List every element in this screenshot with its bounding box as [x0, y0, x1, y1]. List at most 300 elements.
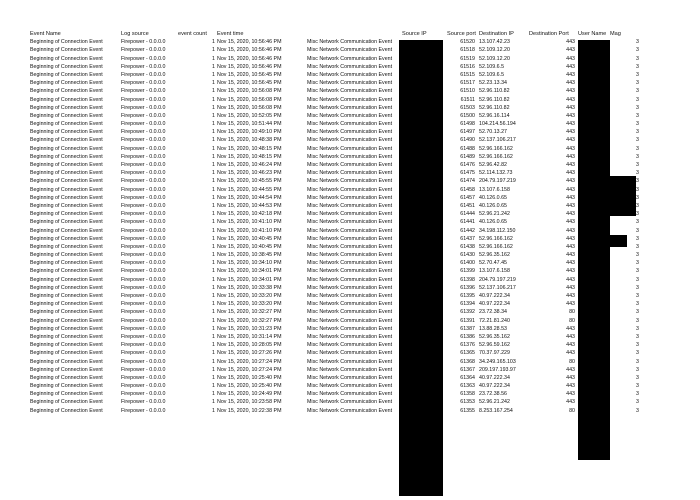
cell-low-level-category: Misc Network Communication Event [307, 252, 393, 259]
cell-low-level-category: Misc Network Communication Event [307, 268, 393, 275]
cell-destination-ip: 13.107.42.23 [479, 39, 510, 46]
cell-event-name: Beginning of Connection Event [30, 219, 103, 226]
cell-destination-ip: 52.96.166.162 [479, 243, 513, 250]
cell-destination-port: 443 [566, 39, 575, 46]
cell-low-level-category: Misc Network Communication Event [307, 186, 393, 193]
cell-log-source: Firepower - 0.0.0.0 [121, 358, 166, 365]
cell-event-name: Beginning of Connection Event [30, 227, 103, 234]
cell-event-count: 1 [212, 391, 215, 398]
cell-event-name: Beginning of Connection Event [30, 374, 103, 381]
cell-event-time: Nov 15, 2020, 10:33:20 PM [217, 301, 282, 308]
cell-source-port: 61400 [460, 260, 475, 267]
cell-destination-port: 443 [566, 301, 575, 308]
cell-destination-port: 443 [566, 178, 575, 185]
cell-low-level-category: Misc Network Communication Event [307, 145, 393, 152]
cell-destination-ip: 52.96.166.162 [479, 235, 513, 242]
cell-destination-port: 443 [566, 96, 575, 103]
cell-source-port: 61355 [460, 407, 475, 414]
cell-source-port: 61442 [460, 227, 475, 234]
cell-magnitude: 3 [636, 211, 639, 218]
cell-event-time: Nov 15, 2020, 10:34:01 PM [217, 276, 282, 283]
cell-source-port: 61500 [460, 112, 475, 119]
cell-event-count: 1 [212, 80, 215, 87]
cell-destination-ip: 52.96.16.114 [479, 112, 510, 119]
cell-destination-ip: 204.79.197.219 [479, 178, 516, 185]
cell-source-port: 61511 [460, 96, 475, 103]
cell-destination-port: 443 [566, 63, 575, 70]
cell-event-time: Nov 15, 2020, 10:33:38 PM [217, 284, 282, 291]
cell-low-level-category: Misc Network Communication Event [307, 325, 393, 332]
cell-event-time: Nov 15, 2020, 10:46:24 PM [217, 162, 282, 168]
cell-event-name: Beginning of Connection Event [30, 96, 103, 103]
cell-source-port: 61365 [460, 350, 475, 357]
cell-low-level-category: Misc Network Communication Event [307, 399, 393, 406]
cell-destination-ip: 52.109.6.5 [479, 71, 505, 78]
cell-low-level-category: Misc Network Communication Event [307, 104, 393, 111]
cell-log-source: Firepower - 0.0.0.0 [121, 325, 166, 332]
cell-destination-ip: 52.96.110.82 [479, 104, 510, 111]
cell-magnitude: 3 [636, 71, 639, 78]
cell-destination-port: 443 [566, 104, 575, 111]
cell-source-port: 61364 [460, 374, 475, 381]
cell-event-time: Nov 15, 2020, 10:25:40 PM [217, 374, 282, 381]
cell-destination-ip: 40.97.222.34 [479, 293, 510, 299]
cell-event-name: Beginning of Connection Event [30, 63, 103, 70]
cell-event-name: Beginning of Connection Event [30, 162, 103, 168]
cell-log-source: Firepower - 0.0.0.0 [121, 162, 166, 168]
cell-event-time: Nov 15, 2020, 10:44:53 PM [217, 202, 282, 209]
cell-log-source: Firepower - 0.0.0.0 [121, 301, 166, 308]
cell-destination-ip: 40.126.0.65 [479, 202, 507, 209]
cell-magnitude: 3 [636, 63, 639, 70]
cell-event-count: 1 [212, 333, 215, 340]
cell-destination-port: 443 [566, 268, 575, 275]
cell-event-name: Beginning of Connection Event [30, 301, 103, 308]
cell-low-level-category: Misc Network Communication Event [307, 202, 393, 209]
cell-event-count: 1 [212, 112, 215, 119]
cell-source-port: 61476 [460, 162, 475, 168]
cell-destination-ip: 23.72.38.56 [479, 391, 507, 398]
header-event-count[interactable]: event count [178, 31, 207, 37]
cell-destination-port: 443 [566, 293, 575, 299]
cell-source-port: 61490 [460, 137, 475, 144]
cell-destination-ip: 34.198.112.150 [479, 227, 516, 234]
cell-event-name: Beginning of Connection Event [30, 276, 103, 283]
cell-magnitude: 3 [636, 186, 639, 193]
cell-log-source: Firepower - 0.0.0.0 [121, 399, 166, 406]
cell-low-level-category: Misc Network Communication Event [307, 55, 393, 62]
cell-event-count: 1 [212, 325, 215, 332]
header-event-time[interactable]: Event time [217, 31, 244, 37]
cell-magnitude: 3 [636, 170, 639, 177]
cell-event-count: 1 [212, 399, 215, 406]
cell-event-time: Nov 15, 2020, 10:25:40 PM [217, 383, 282, 390]
cell-event-count: 1 [212, 96, 215, 103]
cell-low-level-category: Misc Network Communication Event [307, 374, 393, 381]
cell-low-level-category: Misc Network Communication Event [307, 88, 393, 95]
cell-destination-port: 443 [566, 121, 575, 128]
cell-magnitude: 3 [636, 219, 639, 226]
cell-event-time: Nov 15, 2020, 10:23:58 PM [217, 399, 282, 406]
cell-magnitude: 3 [636, 284, 639, 291]
cell-magnitude: 3 [636, 202, 639, 209]
header-user-name[interactable]: User Name [578, 31, 607, 37]
cell-destination-ip: 40.126.0.65 [479, 219, 507, 226]
cell-event-name: Beginning of Connection Event [30, 325, 103, 332]
cell-source-port: 61396 [460, 284, 475, 291]
cell-destination-port: 443 [566, 260, 575, 267]
cell-destination-ip: 52.137.106.217 [479, 284, 516, 291]
cell-destination-port: 443 [566, 391, 575, 398]
cell-destination-port: 443 [566, 399, 575, 406]
cell-source-port: 61392 [460, 309, 475, 316]
cell-destination-port: 443 [566, 129, 575, 136]
cell-log-source: Firepower - 0.0.0.0 [121, 202, 166, 209]
cell-destination-port: 443 [566, 383, 575, 390]
cell-event-count: 1 [212, 301, 215, 308]
cell-low-level-category: Misc Network Communication Event [307, 219, 393, 226]
cell-destination-port: 443 [566, 350, 575, 357]
cell-magnitude: 3 [636, 80, 639, 87]
cell-destination-port: 80 [569, 358, 575, 365]
cell-destination-port: 80 [569, 317, 575, 324]
cell-log-source: Firepower - 0.0.0.0 [121, 137, 166, 144]
cell-log-source: Firepower - 0.0.0.0 [121, 227, 166, 234]
redacted-user-name-block [578, 40, 610, 460]
cell-destination-port: 443 [566, 170, 575, 177]
cell-event-time: Nov 15, 2020, 10:27:24 PM [217, 366, 282, 373]
cell-magnitude: 3 [636, 325, 639, 332]
cell-log-source: Firepower - 0.0.0.0 [121, 391, 166, 398]
cell-log-source: Firepower - 0.0.0.0 [121, 170, 166, 177]
cell-magnitude: 3 [636, 243, 639, 250]
cell-magnitude: 3 [636, 358, 639, 365]
cell-event-time: Nov 15, 2020, 10:45:55 PM [217, 178, 282, 185]
cell-source-port: 61395 [460, 293, 475, 299]
cell-magnitude: 3 [636, 317, 639, 324]
cell-source-port: 61444 [460, 211, 475, 218]
cell-log-source: Firepower - 0.0.0.0 [121, 276, 166, 283]
header-source-ip[interactable]: Source IP [402, 31, 427, 37]
cell-destination-port: 443 [566, 252, 575, 259]
cell-destination-ip: 52.96.35.162 [479, 252, 510, 259]
header-magnitude[interactable]: Mag [610, 31, 621, 37]
cell-event-time: Nov 15, 2020, 10:27:24 PM [217, 358, 282, 365]
cell-event-count: 1 [212, 260, 215, 267]
cell-event-count: 1 [212, 366, 215, 373]
cell-magnitude: 3 [636, 301, 639, 308]
header-destination-ip[interactable]: Destination IP [479, 31, 514, 37]
cell-magnitude: 3 [636, 153, 639, 160]
cell-log-source: Firepower - 0.0.0.0 [121, 317, 166, 324]
cell-magnitude: 3 [636, 342, 639, 349]
header-log-source[interactable]: Log source [121, 31, 149, 37]
cell-low-level-category: Misc Network Communication Event [307, 391, 393, 398]
cell-event-count: 1 [212, 47, 215, 54]
cell-source-port: 61510 [460, 88, 475, 95]
cell-event-time: Nov 15, 2020, 10:32:27 PM [217, 309, 282, 316]
cell-destination-port: 443 [566, 342, 575, 349]
cell-event-count: 1 [212, 227, 215, 234]
cell-destination-ip: 23.72.38.34 [479, 309, 507, 316]
cell-event-count: 1 [212, 178, 215, 185]
cell-destination-port: 443 [566, 284, 575, 291]
cell-log-source: Firepower - 0.0.0.0 [121, 71, 166, 78]
cell-low-level-category: Misc Network Communication Event [307, 137, 393, 144]
cell-log-source: Firepower - 0.0.0.0 [121, 235, 166, 242]
cell-event-count: 1 [212, 350, 215, 357]
cell-destination-ip: 209.197.193.97 [479, 366, 516, 373]
cell-low-level-category: Misc Network Communication Event [307, 358, 393, 365]
cell-event-count: 1 [212, 293, 215, 299]
cell-source-port: 61438 [460, 243, 475, 250]
cell-event-time: Nov 15, 2020, 10:31:14 PM [217, 333, 282, 340]
cell-magnitude: 3 [636, 333, 639, 340]
cell-low-level-category: Misc Network Communication Event [307, 260, 393, 267]
cell-destination-ip: 204.79.197.219 [479, 276, 516, 283]
cell-event-name: Beginning of Connection Event [30, 333, 103, 340]
cell-event-count: 1 [212, 268, 215, 275]
cell-destination-ip: 13.88.28.53 [479, 325, 507, 332]
cell-low-level-category: Misc Network Communication Event [307, 47, 393, 54]
cell-event-name: Beginning of Connection Event [30, 145, 103, 152]
cell-log-source: Firepower - 0.0.0.0 [121, 129, 166, 136]
cell-source-port: 61368 [460, 358, 475, 365]
cell-magnitude: 3 [636, 309, 639, 316]
redacted-user-name-block-extension [608, 235, 627, 247]
cell-event-time: Nov 15, 2020, 10:34:01 PM [217, 268, 282, 275]
cell-event-count: 1 [212, 202, 215, 209]
cell-event-time: Nov 15, 2020, 10:34:10 PM [217, 260, 282, 267]
cell-source-port: 61391 [460, 317, 475, 324]
cell-log-source: Firepower - 0.0.0.0 [121, 350, 166, 357]
cell-low-level-category: Misc Network Communication Event [307, 293, 393, 299]
cell-event-name: Beginning of Connection Event [30, 55, 103, 62]
cell-source-port: 61430 [460, 252, 475, 259]
cell-destination-ip: 52.96.110.82 [479, 96, 510, 103]
cell-event-name: Beginning of Connection Event [30, 129, 103, 136]
cell-destination-port: 443 [566, 235, 575, 242]
cell-event-count: 1 [212, 121, 215, 128]
cell-event-time: Nov 15, 2020, 10:56:46 PM [217, 55, 282, 62]
cell-event-time: Nov 15, 2020, 10:56:45 PM [217, 80, 282, 87]
cell-source-port: 61457 [460, 194, 475, 201]
cell-log-source: Firepower - 0.0.0.0 [121, 407, 166, 414]
cell-event-name: Beginning of Connection Event [30, 71, 103, 78]
cell-source-port: 61386 [460, 333, 475, 340]
cell-low-level-category: Misc Network Communication Event [307, 153, 393, 160]
cell-event-name: Beginning of Connection Event [30, 350, 103, 357]
cell-log-source: Firepower - 0.0.0.0 [121, 243, 166, 250]
cell-source-port: 61515 [460, 71, 475, 78]
cell-destination-ip: 34.249.165.103 [479, 358, 516, 365]
cell-destination-ip: 52.96.166.162 [479, 145, 513, 152]
cell-magnitude: 3 [636, 145, 639, 152]
cell-destination-port: 80 [569, 407, 575, 414]
cell-event-time: Nov 15, 2020, 10:38:45 PM [217, 252, 282, 259]
cell-event-time: Nov 15, 2020, 10:27:26 PM [217, 350, 282, 357]
cell-magnitude: 3 [636, 235, 639, 242]
cell-event-time: Nov 15, 2020, 10:28:05 PM [217, 342, 282, 349]
cell-event-count: 1 [212, 88, 215, 95]
cell-destination-ip: 13.107.6.158 [479, 186, 510, 193]
cell-low-level-category: Misc Network Communication Event [307, 301, 393, 308]
cell-event-time: Nov 15, 2020, 10:56:45 PM [217, 71, 282, 78]
cell-destination-port: 443 [566, 112, 575, 119]
cell-source-port: 61437 [460, 235, 475, 242]
cell-destination-port: 443 [566, 71, 575, 78]
cell-source-port: 61353 [460, 399, 475, 406]
cell-event-count: 1 [212, 243, 215, 250]
cell-event-name: Beginning of Connection Event [30, 137, 103, 144]
cell-low-level-category: Misc Network Communication Event [307, 227, 393, 234]
cell-destination-port: 443 [566, 276, 575, 283]
cell-destination-port: 443 [566, 153, 575, 160]
table-header-row [0, 30, 700, 38]
cell-event-name: Beginning of Connection Event [30, 170, 103, 177]
cell-destination-port: 80 [569, 309, 575, 316]
cell-event-count: 1 [212, 252, 215, 259]
cell-event-time: Nov 15, 2020, 10:48:15 PM [217, 153, 282, 160]
cell-destination-ip: 52.96.166.162 [479, 153, 513, 160]
cell-source-port: 61518 [460, 47, 475, 54]
cell-destination-port: 443 [566, 55, 575, 62]
cell-destination-port: 443 [566, 211, 575, 218]
cell-event-time: Nov 15, 2020, 10:44:55 PM [217, 186, 282, 193]
cell-event-count: 1 [212, 153, 215, 160]
cell-log-source: Firepower - 0.0.0.0 [121, 383, 166, 390]
cell-source-port: 61376 [460, 342, 475, 349]
cell-event-name: Beginning of Connection Event [30, 194, 103, 201]
cell-event-time: Nov 15, 2020, 10:31:23 PM [217, 325, 282, 332]
cell-log-source: Firepower - 0.0.0.0 [121, 178, 166, 185]
cell-source-port: 61489 [460, 153, 475, 160]
cell-event-name: Beginning of Connection Event [30, 252, 103, 259]
cell-magnitude: 3 [636, 227, 639, 234]
cell-magnitude: 3 [636, 55, 639, 62]
cell-destination-port: 443 [566, 325, 575, 332]
cell-log-source: Firepower - 0.0.0.0 [121, 186, 166, 193]
cell-magnitude: 3 [636, 39, 639, 46]
cell-low-level-category: Misc Network Communication Event [307, 162, 393, 168]
cell-log-source: Firepower - 0.0.0.0 [121, 333, 166, 340]
cell-magnitude: 3 [636, 137, 639, 144]
cell-event-name: Beginning of Connection Event [30, 47, 103, 54]
cell-event-time: Nov 15, 2020, 10:56:08 PM [217, 104, 282, 111]
cell-magnitude: 3 [636, 350, 639, 357]
cell-destination-ip: 40.97.222.34 [479, 374, 510, 381]
cell-source-port: 61519 [460, 55, 475, 62]
cell-event-count: 1 [212, 63, 215, 70]
cell-destination-ip: 52.109.12.20 [479, 55, 510, 62]
cell-event-count: 1 [212, 276, 215, 283]
cell-destination-ip: 52.70.47.45 [479, 260, 507, 267]
cell-destination-port: 443 [566, 227, 575, 234]
cell-event-name: Beginning of Connection Event [30, 407, 103, 414]
cell-event-count: 1 [212, 407, 215, 414]
cell-log-source: Firepower - 0.0.0.0 [121, 342, 166, 349]
cell-event-name: Beginning of Connection Event [30, 293, 103, 299]
cell-magnitude: 3 [636, 260, 639, 267]
cell-destination-ip: 13.107.6.158 [479, 268, 510, 275]
cell-source-port: 61520 [460, 39, 475, 46]
cell-low-level-category: Misc Network Communication Event [307, 194, 393, 201]
cell-event-name: Beginning of Connection Event [30, 88, 103, 95]
cell-magnitude: 3 [636, 129, 639, 136]
cell-event-name: Beginning of Connection Event [30, 399, 103, 406]
cell-event-name: Beginning of Connection Event [30, 235, 103, 242]
cell-magnitude: 3 [636, 383, 639, 390]
cell-event-count: 1 [212, 383, 215, 390]
cell-log-source: Firepower - 0.0.0.0 [121, 47, 166, 54]
cell-event-name: Beginning of Connection Event [30, 391, 103, 398]
cell-magnitude: 3 [636, 407, 639, 414]
cell-event-count: 1 [212, 235, 215, 242]
cell-magnitude: 3 [636, 276, 639, 283]
cell-destination-ip: 52.96.35.162 [479, 333, 510, 340]
cell-low-level-category: Misc Network Communication Event [307, 112, 393, 119]
cell-event-name: Beginning of Connection Event [30, 39, 103, 46]
cell-event-time: Nov 15, 2020, 10:51:44 PM [217, 121, 282, 128]
cell-event-time: Nov 15, 2020, 10:56:46 PM [217, 39, 282, 46]
cell-destination-port: 443 [566, 162, 575, 168]
cell-destination-port: 443 [566, 80, 575, 87]
cell-low-level-category: Misc Network Communication Event [307, 63, 393, 70]
cell-event-name: Beginning of Connection Event [30, 317, 103, 324]
cell-log-source: Firepower - 0.0.0.0 [121, 252, 166, 259]
cell-magnitude: 3 [636, 293, 639, 299]
cell-destination-ip: 8.253.167.254 [479, 407, 513, 414]
cell-magnitude: 3 [636, 88, 639, 95]
cell-event-count: 1 [212, 71, 215, 78]
cell-log-source: Firepower - 0.0.0.0 [121, 284, 166, 291]
cell-log-source: Firepower - 0.0.0.0 [121, 268, 166, 275]
cell-log-source: Firepower - 0.0.0.0 [121, 309, 166, 316]
cell-log-source: Firepower - 0.0.0.0 [121, 145, 166, 152]
cell-event-time: Nov 15, 2020, 10:40:45 PM [217, 235, 282, 242]
cell-event-time: Nov 15, 2020, 10:22:38 PM [217, 407, 282, 414]
cell-low-level-category: Misc Network Communication Event [307, 211, 393, 218]
cell-event-count: 1 [212, 194, 215, 201]
cell-event-name: Beginning of Connection Event [30, 104, 103, 111]
cell-event-count: 1 [212, 374, 215, 381]
cell-source-port: 61367 [460, 366, 475, 373]
cell-event-count: 1 [212, 162, 215, 168]
cell-destination-port: 443 [566, 145, 575, 152]
cell-event-count: 1 [212, 170, 215, 177]
cell-destination-port: 443 [566, 202, 575, 209]
cell-log-source: Firepower - 0.0.0.0 [121, 153, 166, 160]
cell-log-source: Firepower - 0.0.0.0 [121, 374, 166, 381]
cell-event-count: 1 [212, 55, 215, 62]
header-source-port[interactable]: Source port [447, 31, 476, 37]
cell-event-count: 1 [212, 39, 215, 46]
cell-low-level-category: Misc Network Communication Event [307, 407, 393, 414]
cell-destination-ip: 52.96.110.82 [479, 88, 510, 95]
cell-low-level-category: Misc Network Communication Event [307, 309, 393, 316]
cell-magnitude: 3 [636, 104, 639, 111]
header-destination-port[interactable]: Destination Port [529, 31, 569, 37]
header-event-name[interactable]: Event Name [30, 31, 61, 37]
cell-source-port: 61363 [460, 383, 475, 390]
cell-log-source: Firepower - 0.0.0.0 [121, 96, 166, 103]
cell-event-name: Beginning of Connection Event [30, 342, 103, 349]
cell-source-port: 61458 [460, 186, 475, 193]
cell-low-level-category: Misc Network Communication Event [307, 276, 393, 283]
cell-event-name: Beginning of Connection Event [30, 309, 103, 316]
cell-destination-ip: 52.109.12.20 [479, 47, 510, 54]
cell-log-source: Firepower - 0.0.0.0 [121, 121, 166, 128]
